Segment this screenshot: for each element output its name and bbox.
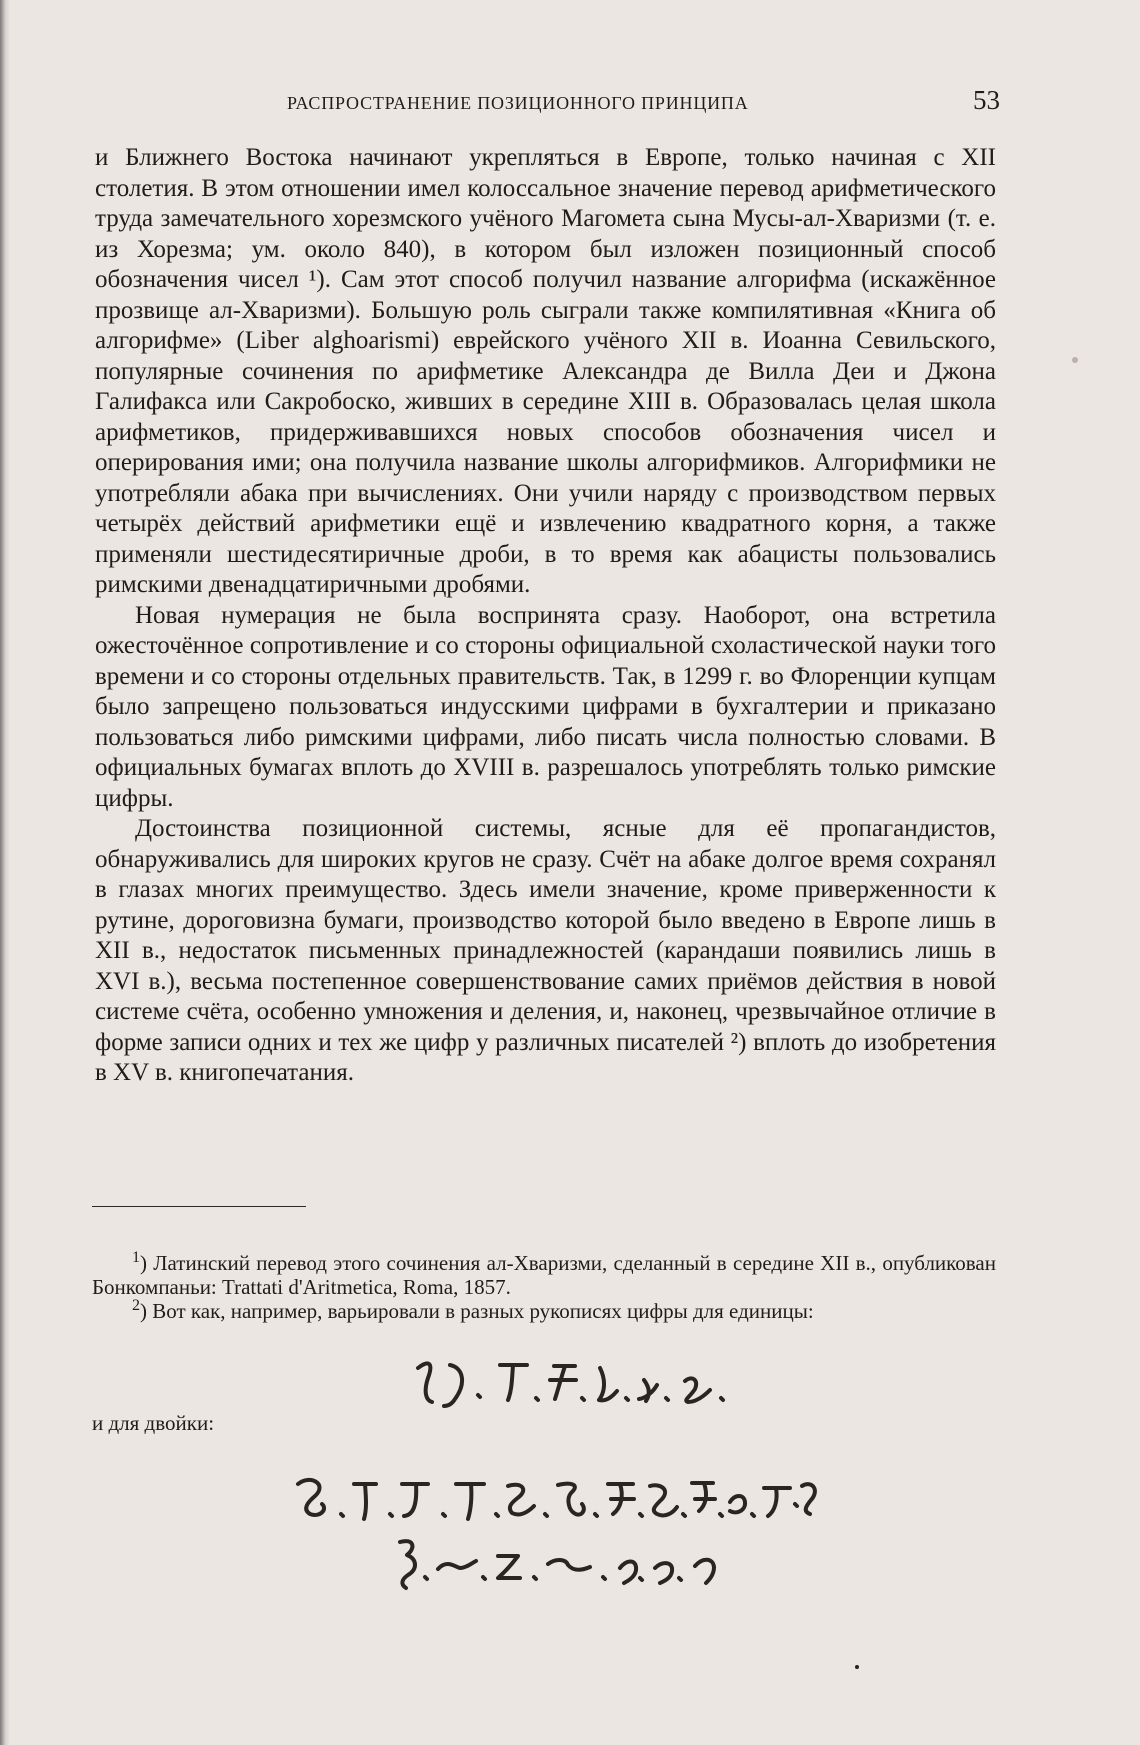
paragraph-3: Достоинства позиционной системы, ясные для её пропагандистов, обнаруживались для широких кругов не сразу. Счёт на абаке долгое время сохранял в глазах многих преимущество. Здесь имели значение, кроме приверженности к рутине, дороговизна бумаги, производство которой было введено в Европе лишь в XII в., недостаток письменных принадлежностей (карандаши появились лишь в XVI в.), весьма постепенное совершенствование самих приёмов действия в новой системе счёта, особенно умножения и деления, и, наконец, чрезвычайное отличие в форме записи одних и тех же цифр у различных писателей ²) вплоть до изобретения в XV в. книгопечатания. <box>95 815 996 1086</box>
footnote-1-text: ) Латинский перевод этого сочинения ал-Хваризми, сделанный в середине XII в., опубликован Бонкомпаньи: Trattati d'Aritmetica, Roma, 1857. <box>92 1251 996 1299</box>
printer-dot-mark <box>855 1665 859 1669</box>
margin-speck-mark <box>1072 357 1078 363</box>
footnote-divider <box>92 1206 306 1207</box>
footnote-2-marker: 2 <box>132 1297 140 1314</box>
twos-label: и для двойки: <box>92 1411 215 1435</box>
scan-left-shadow <box>0 0 10 1745</box>
paragraph-2: Новая нумерация не была воспринята сразу. Наоборот, она встретила ожесточённое сопротивление и со стороны официальной схоластической науки того времени и со стороны отдельных правительств. Так, в 1299 г. во Флоренции купцам было запрещено пользоваться индусскими цифрами в бухгалтерии и приказано пользоваться либо римскими цифрами, либо писать числа полностью словами. В официальных бумагах вплоть до XVIII в. разрешалось употреблять только римские цифры. <box>95 601 996 812</box>
footnotes <box>92 1251 996 1323</box>
running-header <box>95 80 1000 122</box>
main-text <box>95 143 996 1089</box>
footnote-1-marker: 1 <box>132 1249 140 1266</box>
handwritten-digit-two-variants-icon <box>290 1466 820 1536</box>
footnote-2-text: ) Вот как, например, варьировали в разных рукописях цифры для единицы: <box>140 1299 814 1323</box>
running-title: РАСПРОСТРАНЕНИЕ ПОЗИЦИОННОГО ПРИНЦИПА <box>287 93 749 113</box>
footnote-2 <box>92 1299 996 1323</box>
digit-two-samples-svg-row-2 <box>380 1528 760 1598</box>
handwritten-digit-one-variants-icon <box>410 1350 750 1420</box>
page-number: 53 <box>973 85 1000 115</box>
paragraph-1: и Ближнего Востока начинают укрепляться в Европе, только начиная с XII столетия. В этом отношении имел колоссальное значение перевод арифметического труда замечательного хорезмского учёного Магомета сына Мусы-ал-Хваризми (т. е. из Хорезма; ум. около 840), в котором был изложен позиционный способ обозначения чисел ¹). Сам этот способ получил название алгорифма (искажённое прозвище ал-Хваризми). Большую роль сыграли также компилятивная «Книга об алгорифме» (Liber alghoarismi) еврейского учёного XII в. Иоанна Севильского, популярные сочинения по арифметике Александра де Вилла Деи и Джона Галифакса или Сакробоско, живших в середине XIII в. Образовалась целая школа арифметиков, придерживавшихся новых способов обозначения чисел и оперирования ими; она получила название школы алгорифмиков. Алгорифмики не употребляли абака при вычислениях. Они учили наряду с производством первых четырёх действий арифметики ещё и извлечению квадратного корня, а также применяли шестидесятиричные дроби, в то время как абацисты пользовались римскими двенадцатиричными дробями. <box>95 144 996 598</box>
footnote-1 <box>92 1251 996 1299</box>
handwritten-digit-two-variants-icon-row-2 <box>380 1528 760 1598</box>
digit-two-samples-svg-row-1 <box>290 1466 820 1536</box>
digit-one-samples-svg <box>410 1350 750 1420</box>
